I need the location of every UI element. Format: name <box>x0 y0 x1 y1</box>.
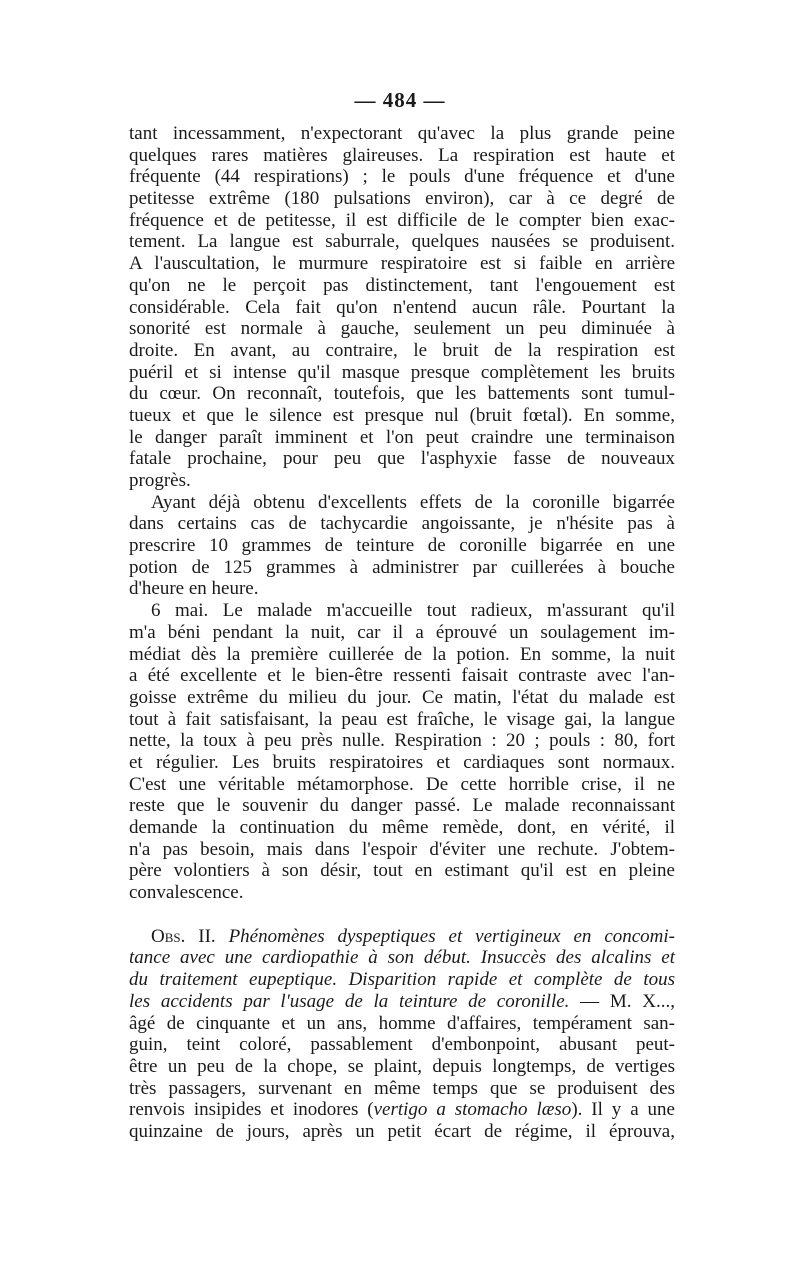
text-line: le danger paraît imminent et l'on peut craindre une terminaison <box>129 426 675 448</box>
text-line <box>129 991 675 1013</box>
text-line <box>129 926 675 948</box>
text-line: nette, la toux à peu près nulle. Respiration : 20 ; pouls : 80, fort <box>129 730 675 752</box>
paragraph-continuation <box>129 123 675 492</box>
text-line: goisse extrême du milieu du jour. Ce matin, l'état du malade est <box>129 686 675 708</box>
observation-title: Phénomènes dyspeptiques et vertigineux en concomi- <box>228 925 676 947</box>
observation-title: du traitement eupeptique. Disparition rapide et complète de tous <box>129 969 675 991</box>
text-line: fréquence et de petitesse, il est difficile de le compter bien exac- <box>129 209 675 231</box>
paragraph-prescription <box>129 492 675 600</box>
text-line: d'heure en heure. <box>129 578 259 600</box>
text-line: Ayant déjà obtenu d'excellents effets de la coronille bigarrée <box>151 491 675 513</box>
latin-term: vertigo a stomacho læso <box>373 1099 572 1121</box>
text-line: tueux et que le silence est presque nul (bruit fœtal). En somme, <box>129 404 675 426</box>
observation-title: tance avec une cardiopathie à son début. Insuccès des alcalins et <box>129 947 675 969</box>
text-line: tant incessamment, n'expectorant qu'avec la plus grande peine <box>129 123 675 144</box>
text-line: tement. La langue est saburrale, quelques nausées se produisent. <box>129 231 675 253</box>
text-line: m'a béni pendant la nuit, car il a éprouvé un soulagement im- <box>129 621 675 643</box>
observation-2 <box>129 926 675 1143</box>
patient-intro: — M. X..., <box>580 990 675 1012</box>
text-line: très passagers, survenant en même temps que se produisent des <box>129 1077 675 1099</box>
text-line: droite. En avant, au contraire, le bruit de la respiration est <box>129 339 675 361</box>
text-line: et régulier. Les bruits respiratoires et cardiaques sont normaux. <box>129 751 675 773</box>
text-line: quelques rares matières glaireuses. La respiration est haute et <box>129 144 675 166</box>
text-line: 6 mai. Le malade m'accueille tout radieux, m'assurant qu'il <box>151 600 675 622</box>
text-line: n'a pas besoin, mais dans l'espoir d'éviter une rechute. J'obtem- <box>129 838 675 860</box>
renvois-text: renvois insipides et inodores ( <box>129 1099 374 1121</box>
paragraph-may-6 <box>129 600 675 904</box>
text-line: demande la continuation du même remède, dont, en vérité, il <box>129 817 675 838</box>
page-number: — 484 — <box>354 88 446 112</box>
section-gap <box>129 904 675 926</box>
observation-label: Obs. II. <box>151 925 216 947</box>
renvois-text: ). Il y a une <box>571 1099 675 1121</box>
text-line: progrès. <box>129 470 191 491</box>
text-line: dans certains cas de tachycardie angoissante, je n'hésite pas à <box>129 513 675 535</box>
text-line: être un peu de la chope, se plaint, depuis longtemps, de vertiges <box>129 1055 675 1077</box>
observation-title: les accidents par l'usage de la teinture de coronille. <box>129 990 570 1012</box>
text-line: C'est une véritable métamorphose. De cette horrible crise, il ne <box>129 773 675 795</box>
text-line: qu'on ne le perçoit pas distinctement, tant l'engouement est <box>129 274 675 296</box>
text-line <box>129 947 675 969</box>
text-line: reste que le souvenir du danger passé. Le malade reconnaissant <box>129 795 675 817</box>
text-line: fatale prochaine, pour peu que l'asphyxie fasse de nouveaux <box>129 448 675 470</box>
text-line: prescrire 10 grammes de teinture de coronille bigarrée en une <box>129 535 675 557</box>
page-body <box>129 123 675 1143</box>
text-line: du cœur. On reconnaît, toutefois, que les battements sont tumul- <box>129 383 675 405</box>
text-line: guin, teint coloré, passablement d'embonpoint, abusant peut- <box>129 1034 675 1056</box>
text-line: tout à fait satisfaisant, la peau est fraîche, le visage gai, la langue <box>129 708 675 730</box>
text-line: a été excellente et le bien-être ressenti faisait contraste avec l'an- <box>129 665 675 687</box>
text-line: fréquente (44 respirations) ; le pouls d'une fréquence et d'une <box>129 166 675 188</box>
text-line: convalescence. <box>129 882 244 904</box>
text-line: âgé de cinquante et un ans, homme d'affaires, tempérament san- <box>129 1012 675 1034</box>
text-line: considérable. Cela fait qu'on n'entend aucun râle. Pourtant la <box>129 296 675 318</box>
text-line <box>129 969 675 991</box>
text-line: médiat dès la première cuillerée de la potion. En somme, la nuit <box>129 643 675 665</box>
text-line: potion de 125 grammes à administrer par cuillerées à bouche <box>129 556 675 578</box>
text-line <box>129 1099 675 1121</box>
text-line: petitesse extrême (180 pulsations environ), car à ce degré de <box>129 188 675 210</box>
text-line: A l'auscultation, le murmure respiratoire est si faible en arrière <box>129 253 675 275</box>
text-line: puéril et si intense qu'il masque presque complètement les bruits <box>129 361 675 383</box>
text-line: père volontiers à son désir, tout en estimant qu'il est en pleine <box>129 860 675 882</box>
text-line: quinzaine de jours, après un petit écart de régime, il éprouva, <box>129 1120 675 1142</box>
text-line: sonorité est normale à gauche, seulement un peu diminuée à <box>129 318 675 340</box>
